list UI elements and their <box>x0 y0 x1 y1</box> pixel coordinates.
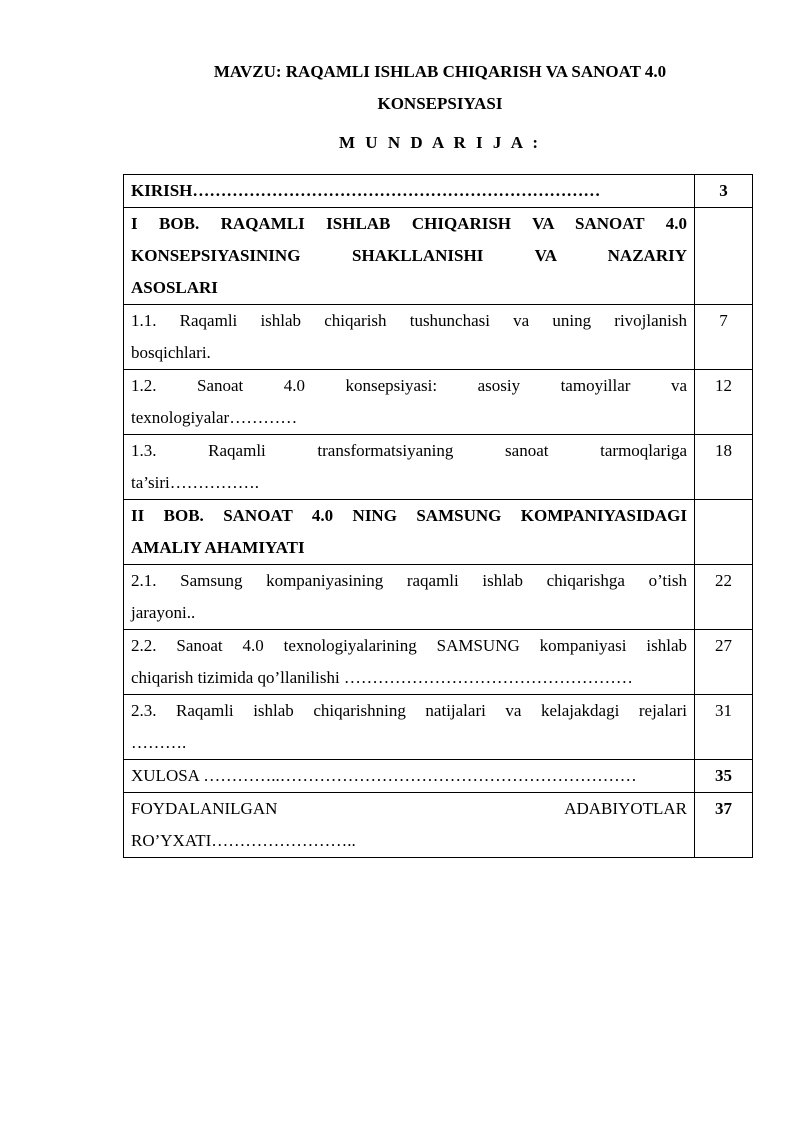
toc-entry-text: bosqichlari. <box>131 343 211 362</box>
toc-entry-1-3 <box>124 435 695 500</box>
toc-entry-text: AMALIY AHAMIYATI <box>131 538 305 557</box>
toc-entry-text: ………. <box>131 733 187 752</box>
toc-page-2-2: 27 <box>695 630 753 695</box>
toc-entry-1-2 <box>124 370 695 435</box>
toc-entry-adabiyotlar <box>124 793 695 858</box>
toc-row-2-1 <box>124 565 753 630</box>
contents-heading: M U N D A R I J A : <box>339 133 541 152</box>
toc-entry-2-3 <box>124 695 695 760</box>
toc-row-1-1 <box>124 305 753 370</box>
toc-entry-text: 1.1. Raqamli ishlab chiqarish tushunchasi va uning rivojlanish <box>131 311 687 330</box>
toc-entry-text: ASOSLARI <box>131 278 218 297</box>
toc-page-kirish: 3 <box>695 175 753 208</box>
toc-entry-text: jarayoni.. <box>131 603 196 622</box>
toc-row-kirish <box>124 175 753 208</box>
toc-row-2-3 <box>124 695 753 760</box>
toc-entry-text: KONSEPSIYASINING SHAKLLANISHI VA NAZARIY <box>131 246 687 265</box>
document-title-line-2: KONSEPSIYASI <box>377 94 503 113</box>
toc-page-adabiyotlar: 37 <box>695 793 753 858</box>
table-of-contents <box>123 174 753 858</box>
toc-entry-text: 1.2. Sanoat 4.0 konsepsiyasi: asosiy tamoyillar va <box>131 376 687 395</box>
toc-entry-2-2 <box>124 630 695 695</box>
toc-entry-1-1 <box>124 305 695 370</box>
toc-entry-text: 1.3. Raqamli transformatsiyaning sanoat tarmoqlariga <box>131 441 687 460</box>
toc-row-bob1 <box>124 208 753 305</box>
toc-row-bob2 <box>124 500 753 565</box>
toc-entry-bob1 <box>124 208 695 305</box>
toc-entry-text: FOYDALANILGAN ADABIYOTLAR <box>131 799 687 818</box>
toc-entry-text: 2.2. Sanoat 4.0 texnologiyalarining SAMSUNG kompaniyasi ishlab <box>131 636 687 655</box>
toc-page-2-1: 22 <box>695 565 753 630</box>
toc-page-2-3: 31 <box>695 695 753 760</box>
toc-row-adabiyotlar <box>124 793 753 858</box>
toc-row-2-2 <box>124 630 753 695</box>
toc-entry-text: RO’YXATI…………………….. <box>131 831 356 850</box>
toc-row-1-3 <box>124 435 753 500</box>
toc-entry-xulosa <box>124 760 695 793</box>
toc-entry-text: 2.3. Raqamli ishlab chiqarishning natijalari va kelajakdagi rejalari <box>131 701 687 720</box>
toc-entry-text: ta’siri……………. <box>131 473 259 492</box>
toc-row-xulosa <box>124 760 753 793</box>
toc-page-1-1: 7 <box>695 305 753 370</box>
toc-entry-text: KIRISH……………………………………………………………… <box>131 181 601 200</box>
toc-entry-text: texnologiyalar………… <box>131 408 298 427</box>
toc-entry-text: 2.1. Samsung kompaniyasining raqamli ishlab chiqarishga o’tish <box>131 571 687 590</box>
toc-page-1-2: 12 <box>695 370 753 435</box>
toc-entry-text: XULOSA …………..……………………………………………………… <box>131 766 637 785</box>
toc-page-xulosa: 35 <box>695 760 753 793</box>
toc-page-bob1 <box>695 208 753 305</box>
toc-entry-text: chiqarish tizimida qo’llanilishi …………………………………………… <box>131 668 633 687</box>
toc-row-1-2 <box>124 370 753 435</box>
toc-entry-text: II BOB. SANOAT 4.0 NING SAMSUNG KOMPANIYASIDAGI <box>131 506 687 525</box>
toc-page-1-3: 18 <box>695 435 753 500</box>
toc-entry-bob2 <box>124 500 695 565</box>
toc-entry-2-1 <box>124 565 695 630</box>
toc-entry-text: I BOB. RAQAMLI ISHLAB CHIQARISH VA SANOAT 4.0 <box>131 214 687 233</box>
toc-entry-kirish <box>124 175 695 208</box>
document-title-line-1: MAVZU: RAQAMLI ISHLAB CHIQARISH VA SANOAT 4.0 <box>213 62 667 81</box>
toc-page-bob2 <box>695 500 753 565</box>
